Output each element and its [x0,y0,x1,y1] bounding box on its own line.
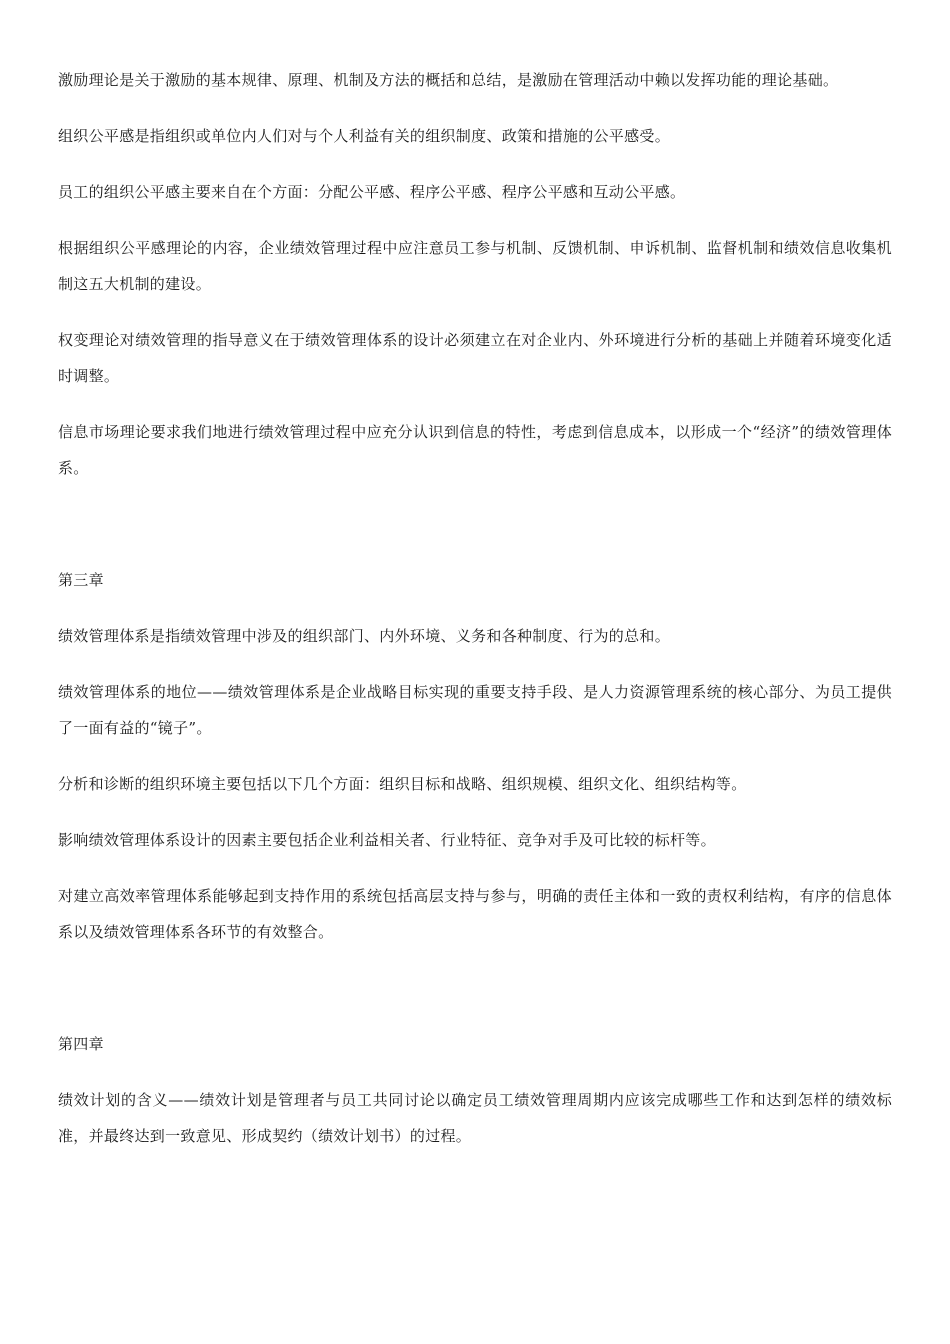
paragraph-five-mechanisms: 根据组织公平感理论的内容，企业绩效管理过程中应注意员工参与机制、反馈机制、申诉机制、监督机制和绩效信息收集机制这五大机制的建设。 [58,239,892,293]
spacer [58,746,892,766]
document-page [58,62,892,1154]
chapter-4-heading: 第四章 [58,1035,104,1053]
paragraph-system-definition: 绩效管理体系是指绩效管理中涉及的组织部门、内外环境、义务和各种制度、行为的总和。 [58,627,671,645]
spacer [58,154,892,174]
section-spacer [58,486,892,562]
spacer [58,1062,892,1082]
paragraph-org-fairness-definition: 组织公平感是指组织或单位内人们对与个人利益有关的组织制度、政策和措施的公平感受。 [58,127,671,145]
paragraph-org-environment: 分析和诊断的组织环境主要包括以下几个方面：组织目标和战略、组织规模、组织文化、组织结构等。 [58,775,747,793]
paragraph-information-market-theory: 信息市场理论要求我们地进行绩效管理过程中应充分认识到信息的特性，考虑到信息成本，以形成一个“经济”的绩效管理体系。 [58,423,892,477]
paragraph-org-fairness-sources: 员工的组织公平感主要来自在个方面：分配公平感、程序公平感、程序公平感和互动公平感。 [58,183,686,201]
spacer [58,802,892,822]
chapter-3-heading: 第三章 [58,571,104,589]
spacer [58,302,892,322]
paragraph-incentive-theory: 激励理论是关于激励的基本规律、原理、机制及方法的概括和总结，是激励在管理活动中赖以发挥功能的理论基础。 [58,71,839,89]
paragraph-performance-plan-definition: 绩效计划的含义——绩效计划是管理者与员工共同讨论以确定员工绩效管理周期内应该完成哪些工作和达到怎样的绩效标准，并最终达到一致意见、形成契约（绩效计划书）的过程。 [58,1091,892,1145]
spacer [58,98,892,118]
paragraph-system-status: 绩效管理体系的地位——绩效管理体系是企业战略目标实现的重要支持手段、是人力资源管理系统的核心部分、为员工提供了一面有益的“镜子”。 [58,683,892,737]
spacer [58,858,892,878]
spacer [58,654,892,674]
spacer [58,210,892,230]
spacer [58,598,892,618]
paragraph-design-factors: 影响绩效管理体系设计的因素主要包括企业利益相关者、行业特征、竞争对手及可比较的标杆等。 [58,831,716,849]
spacer [58,394,892,414]
paragraph-contingency-theory: 权变理论对绩效管理的指导意义在于绩效管理体系的设计必须建立在对企业内、外环境进行分析的基础上并随着环境变化适时调整。 [58,331,892,385]
section-spacer [58,950,892,1026]
paragraph-support-systems: 对建立高效率管理体系能够起到支持作用的系统包括高层支持与参与，明确的责任主体和一致的责权利结构，有序的信息体系以及绩效管理体系各环节的有效整合。 [58,887,892,941]
